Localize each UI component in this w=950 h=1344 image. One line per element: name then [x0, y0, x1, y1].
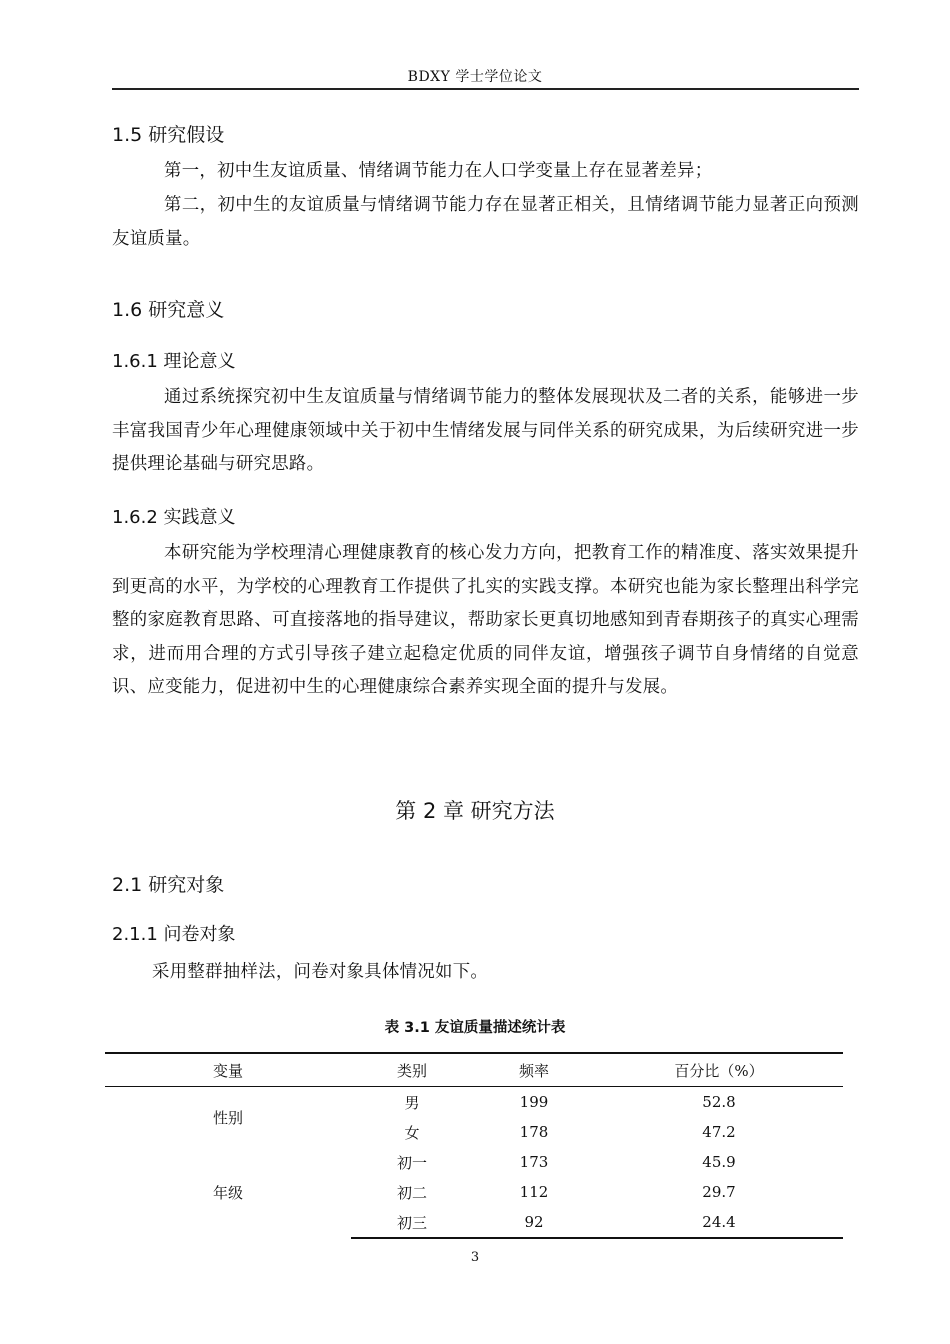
variable-cell: 性别: [212, 1108, 243, 1127]
frequency-cell: 199: [519, 1093, 549, 1111]
table-header-row: [105, 1053, 843, 1087]
section-1-5-heading: 1.5 研究假设: [112, 124, 225, 146]
descriptive-stats-table: [105, 1052, 843, 1239]
table-row: [105, 1087, 843, 1118]
frequency-cell: 173: [519, 1153, 549, 1171]
column-header-percent: 百分比（%）: [595, 1053, 843, 1087]
column-header-variable: 变量: [105, 1053, 351, 1087]
chapter-2-title: 第 2 章 研究方法: [395, 799, 555, 823]
percent-cell: 45.9: [702, 1153, 736, 1171]
section-2-1-heading: 2.1 研究对象: [112, 874, 225, 896]
frequency-cell: 112: [519, 1183, 549, 1201]
table-caption: 表 3.1 友谊质量描述统计表: [384, 1020, 566, 1036]
category-cell: 女: [404, 1123, 420, 1142]
table-row: [105, 1147, 843, 1177]
page-number: 3: [470, 1250, 480, 1265]
section-2-1-1-paragraph: 采用整群抽样法，问卷对象具体情况如下。: [152, 962, 489, 982]
percent-cell: 52.8: [702, 1093, 736, 1111]
section-1-6-1-heading: 1.6.1 理论意义: [112, 351, 236, 372]
section-1-6-2-heading: 1.6.2 实践意义: [112, 507, 236, 528]
percent-cell: 24.4: [595, 1207, 843, 1238]
section-1-6-1-paragraph: 通过系统探究初中生友谊质量与情绪调节能力的整体发展现状及二者的关系，能够进一步丰富我国青少年心理健康领域中关于初中生情绪发展与同伴关系的研究成果，为后续研究进一步提供理论基础与研究思路。: [112, 387, 859, 474]
section-1-5-paragraph-2: 第二，初中生的友谊质量与情绪调节能力存在显著正相关，且情绪调节能力显著正向预测友谊质量。: [112, 195, 859, 249]
percent-cell: 29.7: [702, 1183, 736, 1201]
category-cell: 初三: [351, 1207, 473, 1238]
percent-cell: 47.2: [702, 1123, 736, 1141]
category-cell: 初一: [396, 1153, 427, 1172]
header-rule: [112, 88, 859, 90]
column-header-category: 类别: [351, 1053, 473, 1087]
column-header-frequency: 频率: [473, 1053, 595, 1087]
section-1-6-heading: 1.6 研究意义: [112, 299, 225, 321]
section-1-5-paragraph-1: 第一，初中生友谊质量、情绪调节能力在人口学变量上存在显著差异；: [164, 161, 713, 181]
section-2-1-1-heading: 2.1.1 问卷对象: [112, 924, 236, 945]
category-cell: 男: [404, 1093, 420, 1112]
variable-cell: 年级: [212, 1184, 243, 1202]
frequency-cell: 178: [519, 1123, 549, 1141]
frequency-cell: 92: [473, 1207, 595, 1238]
running-header: BDXY 学士学位论文: [407, 69, 543, 85]
category-cell: 初二: [396, 1183, 427, 1202]
section-1-6-2-paragraph: 本研究能为学校理清心理健康教育的核心发力方向，把教育工作的精准度、落实效果提升到更高的水平，为学校的心理教育工作提供了扎实的实践支撑。本研究也能为家长整理出科学完整的家庭教育思路、可直接落地的指导建议，帮助家长更真切地感知到青春期孩子的真实心理需求，进而用合理的方式引导孩子建立起稳定优质的同伴友谊，增强孩子调节自身情绪的自觉意识、应变能力，促进初中生的心理健康综合素养实现全面的提升与发展。: [112, 543, 859, 697]
